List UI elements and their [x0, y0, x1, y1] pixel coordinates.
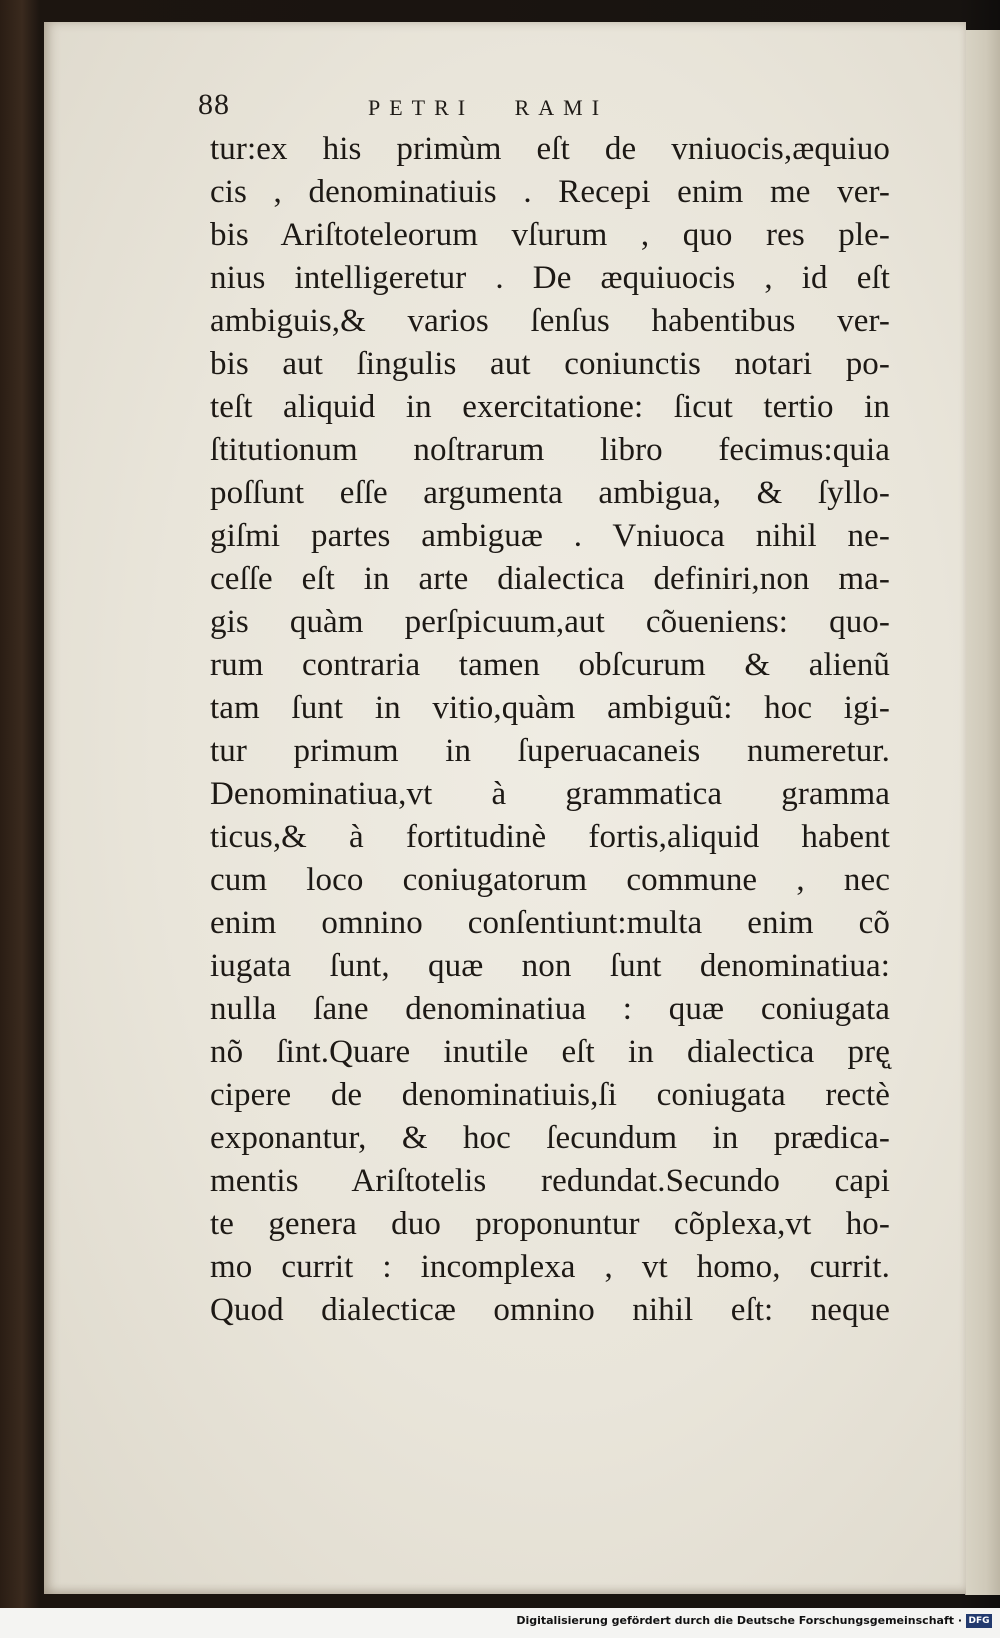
text-line: bis aut ſingulis aut coniunctis notari po-: [210, 346, 890, 382]
running-head-word-2: RAMI: [514, 95, 609, 120]
text-line: mentis Ariſtotelis redundat.Secundo capi: [210, 1163, 890, 1199]
text-line: rum contraria tamen obſcurum & alienũ: [210, 647, 890, 683]
text-line: exponantur, & hoc ſecundum in prædica-: [210, 1120, 890, 1156]
text-line: cis , denominatiuis . Recepi enim me ver-: [210, 174, 890, 210]
text-line: bis Ariſtoteleorum vſurum , quo res ple-: [210, 217, 890, 253]
text-line: Quod dialecticæ omnino nihil eſt: neque: [210, 1292, 890, 1328]
text-line: ſtitutionum noſtrarum libro fecimus:quia: [210, 432, 890, 468]
digitization-credit: Digitalisierung gefördert durch die Deutsche Forschungsgemeinschaft ·: [516, 1614, 962, 1627]
running-head: [368, 95, 634, 121]
text-line: mo currit : incomplexa , vt homo, currit.: [210, 1249, 890, 1285]
text-line: tur primum in ſuperuacaneis numeretur.: [210, 733, 890, 769]
text-line: nõ ſint.Quare inutile eſt in dialectica pręͅ: [210, 1034, 890, 1070]
facing-page-edge: [965, 30, 1000, 1595]
text-line: Denominatiua,vt à grammatica gramma: [210, 776, 890, 812]
text-line: cum loco coniugatorum commune , nec: [210, 862, 890, 898]
text-line: tur:ex his primùm eſt de vniuocis,æquiuo: [210, 131, 890, 167]
text-line: ticus,& à fortitudinè fortis,aliquid habent: [210, 819, 890, 855]
text-line: ceſſe eſt in arte dialectica definiri,non ma-: [210, 561, 890, 597]
text-line: teſt aliquid in exercitatione: ſicut tertio in: [210, 389, 890, 425]
text-line: giſmi partes ambiguæ . Vniuoca nihil ne-: [210, 518, 890, 554]
running-head-word-1: PETRI: [368, 95, 475, 120]
text-line: gis quàm perſpicuum,aut cõueniens: quo-: [210, 604, 890, 640]
page-number: 88: [198, 88, 230, 121]
body-text: [210, 128, 890, 1332]
text-line: nius intelligeretur . De æquiuocis , id eſt: [210, 260, 890, 296]
dfg-logo: DFG: [966, 1614, 992, 1628]
text-line: ambiguis,& varios ſenſus habentibus ver-: [210, 303, 890, 339]
text-line: poſſunt eſſe argumenta ambigua, & ſyllo-: [210, 475, 890, 511]
text-line: nulla ſane denominatiua : quæ coniugata: [210, 991, 890, 1027]
text-line: cipere de denominatiuis,ſi coniugata rectè: [210, 1077, 890, 1113]
text-line: iugata ſunt, quæ non ſunt denominatiua:: [210, 948, 890, 984]
text-line: te genera duo proponuntur cõplexa,vt ho-: [210, 1206, 890, 1242]
text-line: enim omnino conſentiunt:multa enim cõ: [210, 905, 890, 941]
text-line: tam ſunt in vitio,quàm ambiguũ: hoc igi-: [210, 690, 890, 726]
